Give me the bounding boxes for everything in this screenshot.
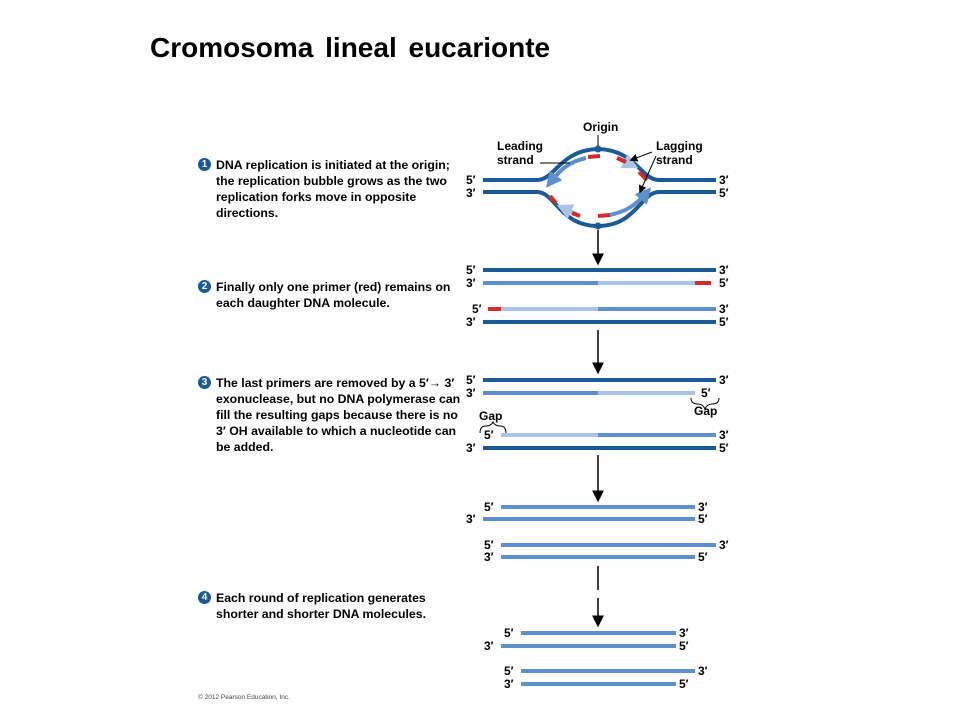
end-label-5prime: 5′ <box>466 173 476 187</box>
leading-strand-label-1: Leading <box>497 139 544 153</box>
stage-1-bubble <box>466 120 729 230</box>
end-label-3prime: 3′ <box>466 512 476 526</box>
end-label-3prime: 3′ <box>484 550 494 564</box>
end-label-3prime: 3′ <box>719 428 729 442</box>
end-label-5prime: 5′ <box>484 428 494 442</box>
step-2-number-badge: 2 <box>198 280 211 293</box>
end-label-5prime: 5′ <box>719 186 729 200</box>
leading-strand-label-2: strand <box>497 153 534 167</box>
bottom-parent-strand <box>483 192 716 226</box>
gap-label-left: Gap <box>479 409 503 423</box>
end-label-3prime: 3′ <box>719 173 729 187</box>
end-label-3prime: 3′ <box>504 677 514 691</box>
end-label-3prime: 3′ <box>466 276 476 290</box>
stage-3-gaps <box>466 373 729 455</box>
end-label-3prime: 3′ <box>466 441 476 455</box>
end-label-5prime: 5′ <box>701 386 711 400</box>
origin-label: Origin <box>583 120 619 134</box>
end-label-5prime: 5′ <box>484 538 494 552</box>
end-label-5prime: 5′ <box>466 263 476 277</box>
step-1-number-badge: 1 <box>198 158 211 171</box>
copyright-notice: © 2012 Pearson Education, Inc. <box>198 694 290 701</box>
end-label-3prime: 3′ <box>719 538 729 552</box>
primer <box>588 156 600 157</box>
stage-2-daughter-molecules <box>466 263 729 329</box>
end-label-5prime: 5′ <box>679 677 689 691</box>
primer <box>598 215 610 216</box>
end-label-5prime: 5′ <box>466 373 476 387</box>
step-1-text: DNA replication is initiated at the origin; the replication bubble grows as the two replication forks move in opposite directions. <box>216 158 450 220</box>
end-label-5prime: 5′ <box>504 626 514 640</box>
end-label-5prime: 5′ <box>698 512 708 526</box>
end-label-3prime: 3′ <box>466 315 476 329</box>
stage-4-shorter-molecules <box>484 626 708 691</box>
origin-dot <box>595 146 602 153</box>
end-label-5prime: 5′ <box>472 302 482 316</box>
end-label-5prime: 5′ <box>698 550 708 564</box>
end-label-5prime: 5′ <box>719 441 729 455</box>
origin-dot-bottom <box>595 223 602 230</box>
end-label-3prime: 3′ <box>466 386 476 400</box>
end-label-5prime: 5′ <box>679 639 689 653</box>
step-4-number-badge: 4 <box>198 591 211 604</box>
step-4-text: Each round of replication generates shorter and shorter DNA molecules. <box>216 591 427 621</box>
lagging-strand-label-2: strand <box>656 153 693 167</box>
end-label-3prime: 3′ <box>698 664 708 678</box>
step-2-text: Finally only one primer (red) remains on each daughter DNA molecule. <box>216 280 451 310</box>
primer <box>572 213 580 216</box>
lagging-pointer-1 <box>631 152 652 160</box>
end-label-3prime: 3′ <box>484 639 494 653</box>
end-label-3prime: 3′ <box>719 302 729 316</box>
step-3-number-badge: 3 <box>198 376 211 389</box>
end-label-3prime: 3′ <box>719 263 729 277</box>
stage-4-shortened-molecules <box>466 500 729 564</box>
end-label-3prime: 3′ <box>698 500 708 514</box>
end-label-3prime: 3′ <box>719 373 729 387</box>
end-label-3prime: 3′ <box>679 626 689 640</box>
slide-title: Cromosoma lineal eucarionte <box>150 32 551 63</box>
end-label-5prime: 5′ <box>504 664 514 678</box>
end-label-5prime: 5′ <box>719 276 729 290</box>
gap-label-right: Gap <box>694 404 718 418</box>
step-3-text: The last primers are removed by a 5′→ 3′ exonuclease, but no DNA polymerase can fill the resulting gaps because there is no 3′ OH available to which a nucleotide can be added. <box>216 376 461 454</box>
end-label-5prime: 5′ <box>719 315 729 329</box>
lagging-strand-label-1: Lagging <box>656 139 703 153</box>
end-label-3prime: 3′ <box>466 186 476 200</box>
primer <box>617 158 626 162</box>
end-label-5prime: 5′ <box>484 500 494 514</box>
